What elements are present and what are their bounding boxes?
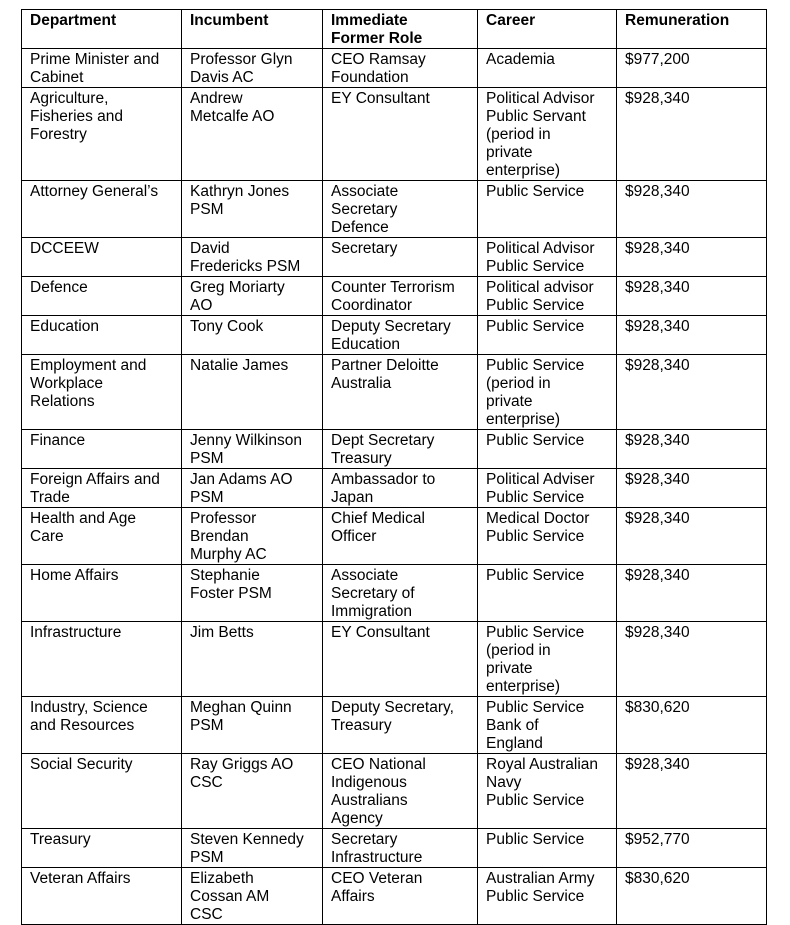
career-cell: Australian Army Public Service — [478, 868, 617, 925]
former-role-cell: Associate Secretary Defence — [323, 181, 478, 238]
former-role-cell: Counter Terrorism Coordinator — [323, 277, 478, 316]
remuneration-cell: $952,770 — [617, 829, 767, 868]
table-row — [22, 316, 767, 355]
career-cell: Public Service — [478, 565, 617, 622]
table-row — [22, 565, 767, 622]
career-cell: Royal Australian Navy Public Service — [478, 754, 617, 829]
remuneration-cell: $928,340 — [617, 88, 767, 181]
incumbent-cell: Professor Glyn Davis AC — [182, 49, 323, 88]
header-incumbent: Incumbent — [182, 10, 323, 49]
table-row — [22, 508, 767, 565]
department-cell: Foreign Affairs and Trade — [22, 469, 182, 508]
former-role-cell: Chief Medical Officer — [323, 508, 478, 565]
incumbent-cell: Jan Adams AO PSM — [182, 469, 323, 508]
incumbent-cell: Elizabeth Cossan AM CSC — [182, 868, 323, 925]
department-cell: Agriculture, Fisheries and Forestry — [22, 88, 182, 181]
department-cell: Infrastructure — [22, 622, 182, 697]
incumbent-cell: Greg Moriarty AO — [182, 277, 323, 316]
table-row — [22, 622, 767, 697]
former-role-cell: Secretary — [323, 238, 478, 277]
table-row — [22, 469, 767, 508]
remuneration-cell: $830,620 — [617, 697, 767, 754]
career-cell: Political Advisor Public Servant (period in private enterprise) — [478, 88, 617, 181]
table-row — [22, 868, 767, 925]
career-cell: Political Adviser Public Service — [478, 469, 617, 508]
department-cell: Attorney General’s — [22, 181, 182, 238]
career-cell: Political Advisor Public Service — [478, 238, 617, 277]
career-cell: Public Service — [478, 181, 617, 238]
career-cell: Medical Doctor Public Service — [478, 508, 617, 565]
remuneration-cell: $928,340 — [617, 277, 767, 316]
table-row — [22, 430, 767, 469]
remuneration-cell: $928,340 — [617, 565, 767, 622]
career-cell: Public Service (period in private enterprise) — [478, 355, 617, 430]
department-cell: Defence — [22, 277, 182, 316]
remuneration-cell: $928,340 — [617, 430, 767, 469]
table-row — [22, 49, 767, 88]
department-cell: Employment and Workplace Relations — [22, 355, 182, 430]
remuneration-cell: $928,340 — [617, 622, 767, 697]
table-body — [22, 49, 767, 925]
incumbent-cell: Natalie James — [182, 355, 323, 430]
department-cell: Treasury — [22, 829, 182, 868]
former-role-cell: CEO Ramsay Foundation — [323, 49, 478, 88]
department-cell: Social Security — [22, 754, 182, 829]
header-remuneration: Remuneration — [617, 10, 767, 49]
remuneration-cell: $830,620 — [617, 868, 767, 925]
incumbent-cell: Stephanie Foster PSM — [182, 565, 323, 622]
header-career: Career — [478, 10, 617, 49]
department-cell: Finance — [22, 430, 182, 469]
department-cell: Home Affairs — [22, 565, 182, 622]
remuneration-cell: $928,340 — [617, 316, 767, 355]
remuneration-cell: $977,200 — [617, 49, 767, 88]
secretaries-table — [21, 9, 767, 925]
career-cell: Public Service — [478, 430, 617, 469]
header-row — [22, 10, 767, 49]
former-role-cell: Deputy Secretary Education — [323, 316, 478, 355]
former-role-cell: Secretary Infrastructure — [323, 829, 478, 868]
career-cell: Public Service (period in private enterprise) — [478, 622, 617, 697]
former-role-cell: Ambassador to Japan — [323, 469, 478, 508]
department-cell: Prime Minister and Cabinet — [22, 49, 182, 88]
table-row — [22, 829, 767, 868]
table-row — [22, 754, 767, 829]
career-cell: Public Service Bank of England — [478, 697, 617, 754]
incumbent-cell: Meghan Quinn PSM — [182, 697, 323, 754]
department-cell: Education — [22, 316, 182, 355]
career-cell: Public Service — [478, 316, 617, 355]
department-cell: Veteran Affairs — [22, 868, 182, 925]
incumbent-cell: Jenny Wilkinson PSM — [182, 430, 323, 469]
department-cell: Health and Age Care — [22, 508, 182, 565]
incumbent-cell: Ray Griggs AO CSC — [182, 754, 323, 829]
former-role-cell: EY Consultant — [323, 88, 478, 181]
incumbent-cell: David Fredericks PSM — [182, 238, 323, 277]
career-cell: Public Service — [478, 829, 617, 868]
header-department: Department — [22, 10, 182, 49]
remuneration-cell: $928,340 — [617, 181, 767, 238]
former-role-cell: Deputy Secretary, Treasury — [323, 697, 478, 754]
former-role-cell: CEO Veteran Affairs — [323, 868, 478, 925]
table-row — [22, 697, 767, 754]
incumbent-cell: Steven Kennedy PSM — [182, 829, 323, 868]
remuneration-cell: $928,340 — [617, 469, 767, 508]
former-role-cell: Partner Deloitte Australia — [323, 355, 478, 430]
former-role-cell: Dept Secretary Treasury — [323, 430, 478, 469]
table-row — [22, 355, 767, 430]
former-role-cell: EY Consultant — [323, 622, 478, 697]
department-cell: DCCEEW — [22, 238, 182, 277]
remuneration-cell: $928,340 — [617, 754, 767, 829]
former-role-cell: CEO National Indigenous Australians Agency — [323, 754, 478, 829]
table-row — [22, 88, 767, 181]
incumbent-cell: Kathryn Jones PSM — [182, 181, 323, 238]
table-row — [22, 277, 767, 316]
incumbent-cell: Tony Cook — [182, 316, 323, 355]
remuneration-cell: $928,340 — [617, 355, 767, 430]
remuneration-cell: $928,340 — [617, 508, 767, 565]
incumbent-cell: Professor Brendan Murphy AC — [182, 508, 323, 565]
career-cell: Academia — [478, 49, 617, 88]
incumbent-cell: Jim Betts — [182, 622, 323, 697]
department-cell: Industry, Science and Resources — [22, 697, 182, 754]
header-former-role: Immediate Former Role — [323, 10, 478, 49]
table-row — [22, 181, 767, 238]
incumbent-cell: Andrew Metcalfe AO — [182, 88, 323, 181]
career-cell: Political advisor Public Service — [478, 277, 617, 316]
table-row — [22, 238, 767, 277]
remuneration-cell: $928,340 — [617, 238, 767, 277]
former-role-cell: Associate Secretary of Immigration — [323, 565, 478, 622]
